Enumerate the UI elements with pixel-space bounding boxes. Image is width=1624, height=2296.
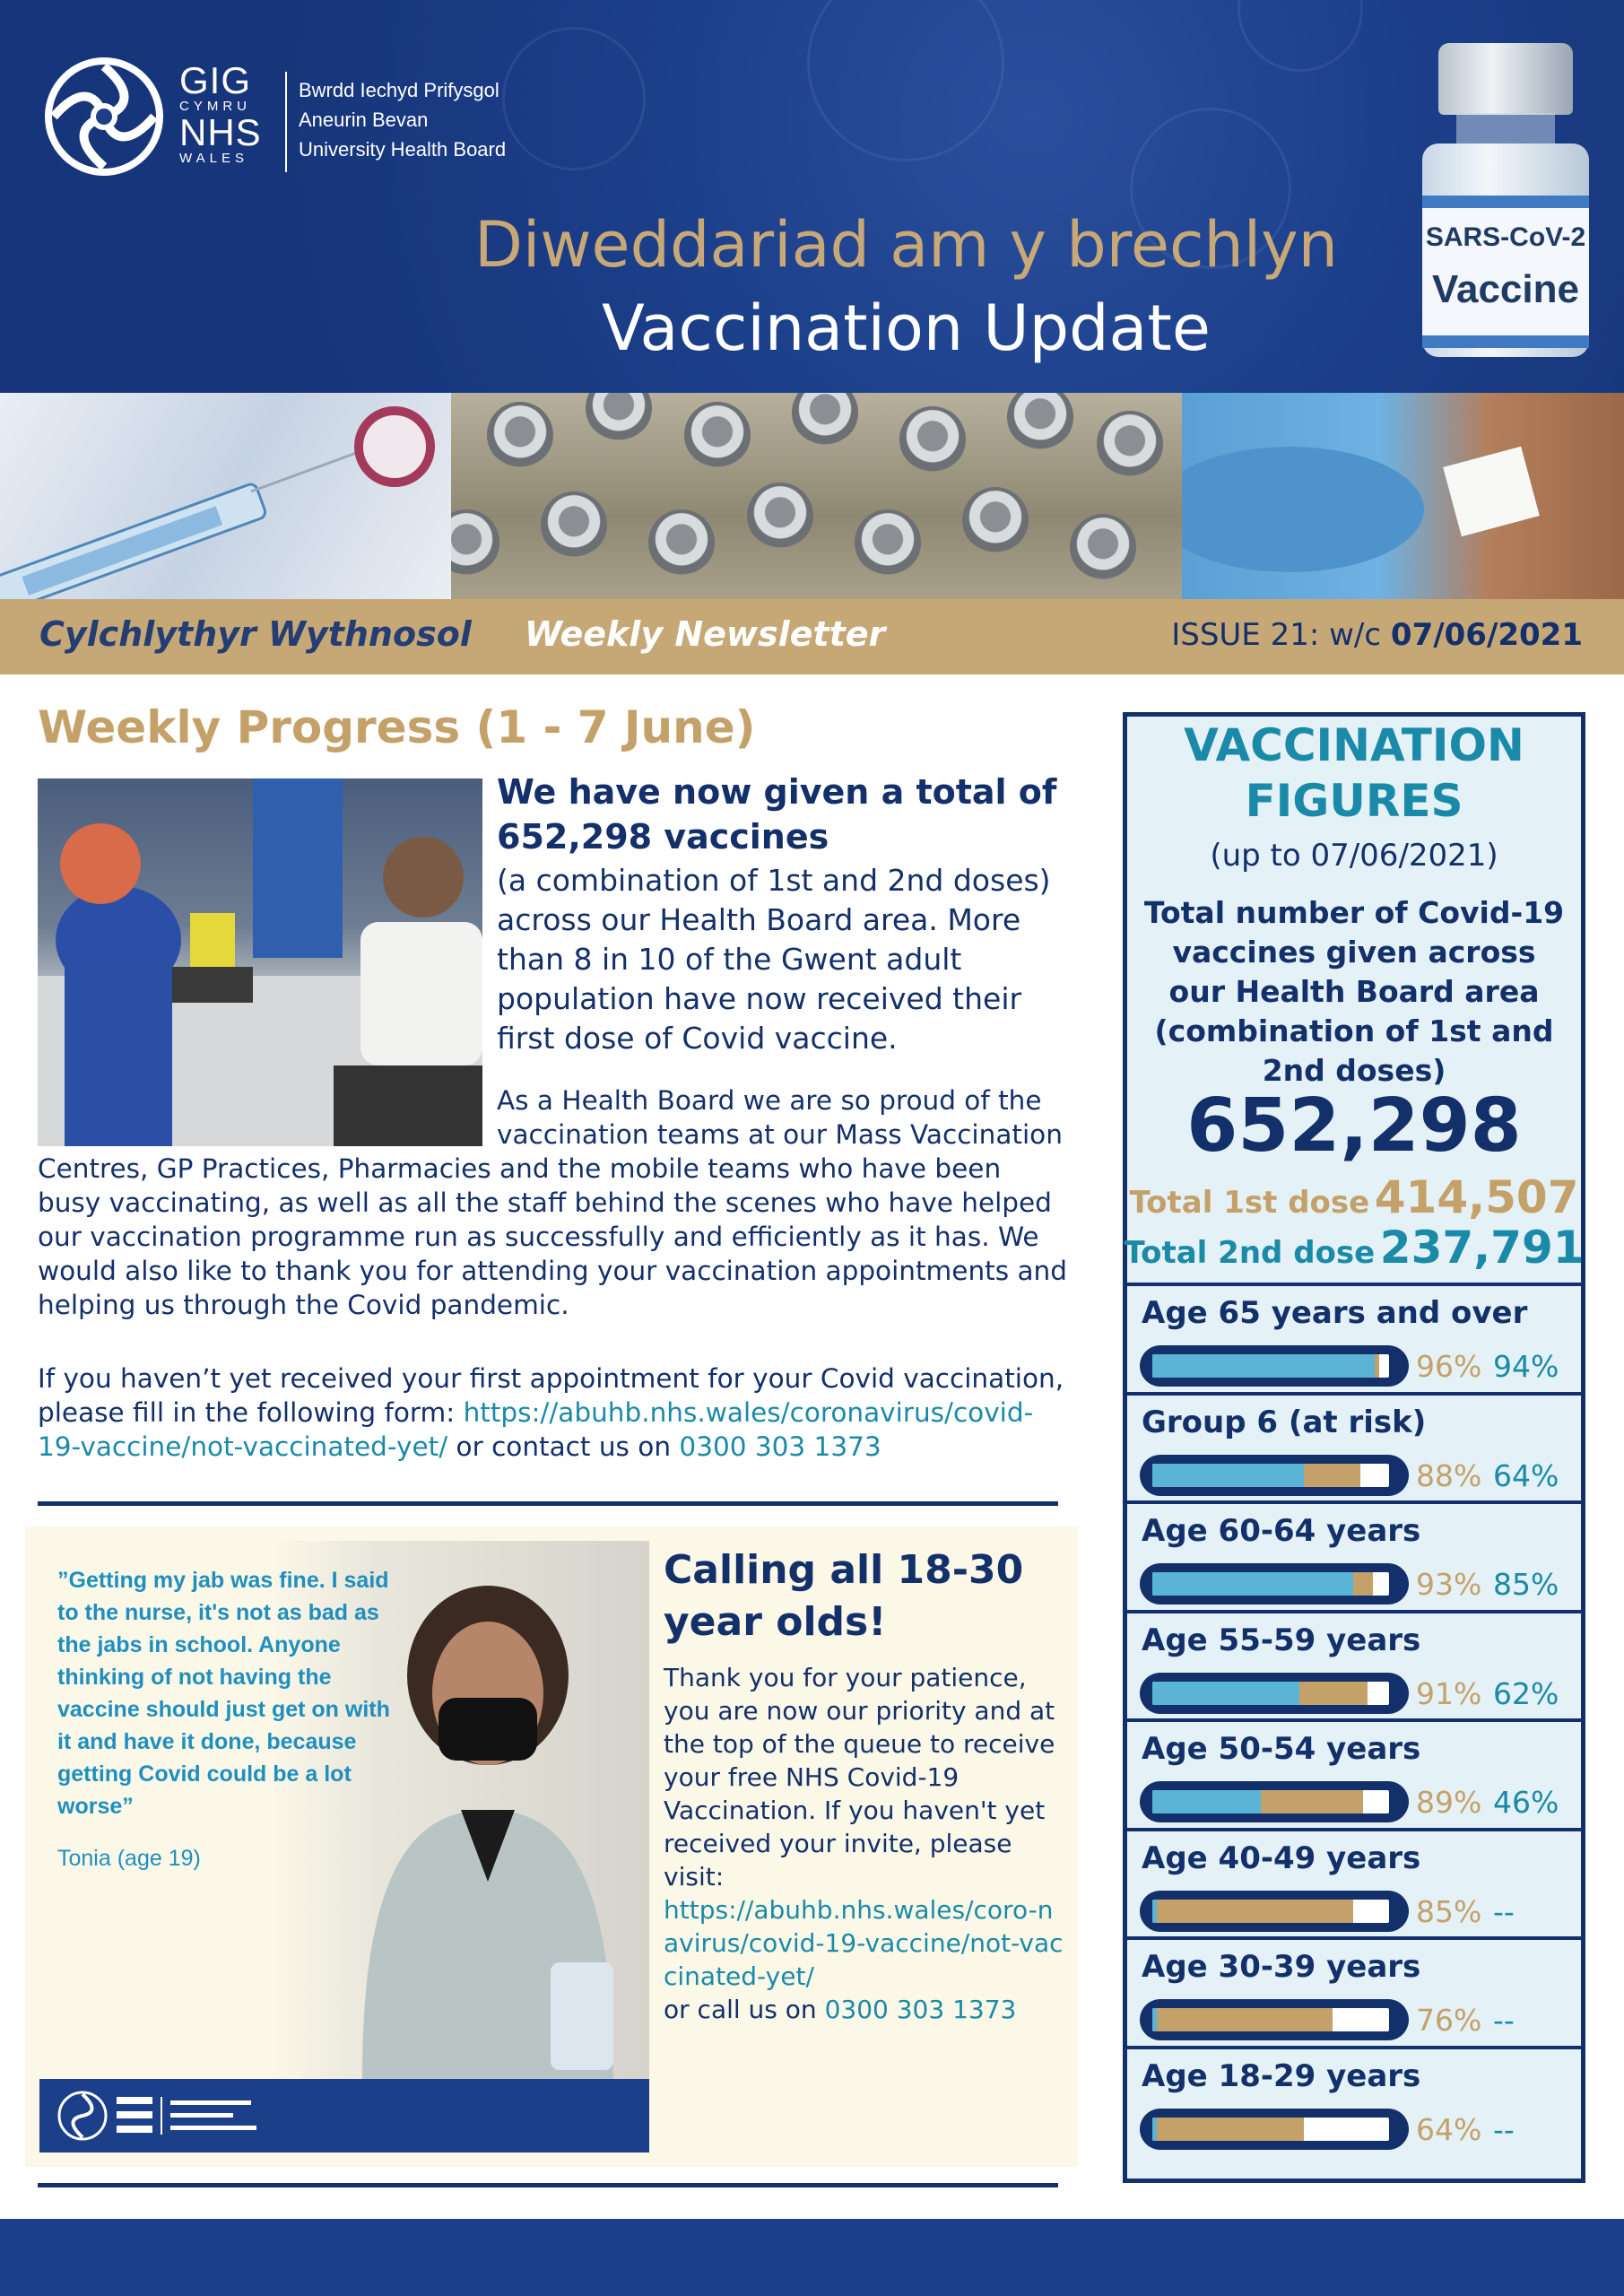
progress-track	[1152, 1900, 1389, 1923]
board-line: University Health Board	[299, 138, 507, 161]
appointment-or-text: or contact us on	[447, 1431, 680, 1462]
age-group-label: Age 30-39 years	[1142, 1949, 1421, 1985]
calling-link[interactable]: https://abuhb.nhs.wales/coro-navirus/covid-19-vaccine/not-vaccinated-yet/	[664, 1895, 1064, 1991]
decor-swirl	[502, 27, 646, 170]
lead-body: (a combination of 1st and 2nd doses) across our Health Board area. More than 8 in 10 of the Gwent adult population have now received their first dose of Covid vaccine.	[497, 863, 1051, 1056]
panel-total-vaccines: 652,298	[1186, 1083, 1522, 1169]
first-dose-percent: 89%	[1416, 1785, 1482, 1820]
thanks-paragraph-start: As a Health Board we are so proud of the vaccination teams at our Mass Vaccination	[497, 1085, 1063, 1150]
first-dose-fill	[1152, 2118, 1304, 2141]
second-dose-percent: 94%	[1493, 1349, 1559, 1384]
first-dose-value: 414,507	[1374, 1171, 1579, 1223]
age-group-row	[1127, 1718, 1581, 1828]
age-group-progress-bar	[1140, 1455, 1409, 1496]
board-line: Aneurin Bevan	[299, 109, 429, 131]
arm-plaster-photo	[1182, 393, 1624, 599]
panel-description: Total number of Covid-19 vaccines given across our Health Board area (combination of 1st and 2nd doses)	[1143, 895, 1565, 1088]
first-dose-percent: 64%	[1416, 2111, 1482, 2147]
second-dose-fill	[1152, 1354, 1375, 1378]
calling-phone-link[interactable]: 0300 303 1373	[824, 1995, 1017, 2024]
second-dose-percent: --	[1493, 2111, 1515, 2147]
progress-track	[1152, 1682, 1389, 1705]
age-group-row	[1127, 1283, 1581, 1392]
title-english: Vaccination Update	[602, 291, 1211, 365]
newsletter-label-english: Weekly Newsletter	[525, 614, 886, 654]
logo-wales-text: WALES	[179, 151, 248, 166]
age-group-label: Age 55-59 years	[1142, 1622, 1421, 1658]
age-group-row	[1127, 1500, 1581, 1610]
nhs-wales-mini-logo-icon	[39, 2079, 649, 2152]
first-dose-percent: 91%	[1416, 1675, 1482, 1711]
appointment-paragraph	[38, 1361, 1069, 1464]
progress-track	[1152, 2118, 1389, 2141]
first-dose-fill	[1152, 2008, 1333, 2031]
second-dose-fill	[1152, 2118, 1157, 2141]
first-dose-label: Total 1st dose	[1129, 1185, 1370, 1221]
second-dose-percent: 46%	[1493, 1785, 1559, 1820]
decor-swirl	[1238, 0, 1363, 72]
issue-date: 07/06/2021	[1390, 617, 1583, 653]
progress-track	[1152, 1464, 1389, 1487]
thanks-paragraph	[38, 1083, 1069, 1322]
first-dose-percent: 88%	[1416, 1457, 1482, 1493]
age-group-row	[1127, 1610, 1581, 1719]
second-dose-value: 237,791	[1379, 1222, 1585, 1274]
progress-track	[1152, 1790, 1389, 1813]
weekly-progress-title: Weekly Progress (1 - 7 June)	[38, 701, 756, 753]
second-dose-total	[1123, 1222, 1585, 1274]
header-banner	[0, 0, 1624, 393]
age-group-progress-bar	[1140, 2109, 1409, 2150]
contact-phone-link[interactable]: 0300 303 1373	[679, 1431, 881, 1462]
panel-title-line: FIGURES	[1245, 775, 1463, 827]
first-dose-fill	[1152, 1900, 1353, 1923]
panel-date: (up to 07/06/2021)	[1210, 838, 1498, 874]
age-group-label: Age 18-29 years	[1142, 2057, 1421, 2094]
lead-headline: We have now given a total of 652,298 vaccines	[497, 772, 1057, 857]
thanks-paragraph-rest: Centres, GP Practices, Pharmacies and the mobile teams who have been busy vaccinating, as well as all the staff behind the scenes who have helped our vaccination programme run as successfully and efficiently as it has. We would also like to thank you for attending your vaccination appointments and helping us through the Covid pandemic.	[38, 1153, 1067, 1320]
not-vaccinated-link[interactable]: https://abuhb.nhs.wales/coronavirus/covid-19-vaccine/not-vaccinated-yet/	[38, 1397, 1034, 1462]
age-group-label: Age 40-49 years	[1142, 1839, 1421, 1876]
vial-label-line1: SARS-CoV-2	[1425, 222, 1586, 252]
logo-nhs-text: NHS	[179, 111, 262, 153]
tonia-quote: ”Getting my jab was fine. I said to the nurse, it's not as bad as the jabs in school. Anyone thinking of not having the vaccine should just get on with it and have it done, because getting Covid could be a lot worse”	[57, 1568, 390, 1819]
decor-swirl	[807, 0, 1004, 161]
age-group-progress-bar	[1140, 1673, 1409, 1714]
age-group-progress-bar	[1140, 1345, 1409, 1387]
logo-cymru-text: CYMRU	[179, 99, 251, 114]
first-dose-percent: 93%	[1416, 1567, 1482, 1602]
calling-body	[664, 1661, 1067, 2026]
nhs-wales-knot-logo-icon	[41, 54, 167, 179]
bottom-band	[0, 2219, 1624, 2296]
issue-info	[1171, 617, 1583, 653]
second-dose-fill	[1152, 1464, 1304, 1487]
health-board-name	[299, 75, 506, 164]
newsletter-label-welsh: Cylchlythyr Wythnosol	[39, 614, 472, 654]
calling-call-text: or call us on	[664, 1995, 825, 2024]
progress-track	[1152, 1354, 1389, 1378]
board-line: Bwrdd Iechyd Prifysgol	[299, 79, 499, 101]
first-dose-total	[1123, 1171, 1585, 1223]
age-group-row	[1127, 2046, 1581, 2155]
newsletter-bar	[0, 599, 1624, 674]
first-dose-percent: 96%	[1416, 1349, 1482, 1384]
age-group-label: Age 60-64 years	[1142, 1513, 1421, 1549]
second-dose-fill	[1152, 2008, 1157, 2031]
progress-track	[1152, 1572, 1389, 1596]
photo-footer-banner	[39, 2079, 649, 2152]
age-group-row	[1127, 1828, 1581, 1937]
second-dose-fill	[1152, 1682, 1299, 1705]
second-dose-fill	[1152, 1572, 1353, 1596]
second-dose-percent: --	[1493, 1893, 1515, 1929]
second-dose-percent: 64%	[1493, 1457, 1559, 1493]
panel-title-line: VACCINATION	[1184, 719, 1524, 771]
logo-gig-text: GIG	[179, 59, 252, 101]
second-dose-label: Total 2nd dose	[1124, 1235, 1376, 1271]
issue-prefix: ISSUE 21: w/c	[1171, 617, 1382, 653]
age-group-progress-bar	[1140, 1999, 1409, 2040]
second-dose-percent: 85%	[1493, 1567, 1559, 1602]
second-dose-percent: --	[1493, 2003, 1515, 2038]
age-group-progress-bar	[1140, 1891, 1409, 1932]
age-group-label: Age 50-54 years	[1142, 1731, 1421, 1767]
section-divider	[38, 1501, 1058, 1506]
vaccine-vial-image	[1422, 43, 1589, 357]
age-group-label: Age 65 years and over	[1142, 1295, 1528, 1331]
second-dose-fill	[1152, 1790, 1261, 1813]
logo-divider	[285, 72, 287, 172]
first-dose-percent: 76%	[1416, 2003, 1482, 2038]
age-group-row	[1127, 1936, 1581, 2046]
second-dose-percent: 62%	[1493, 1675, 1559, 1711]
calling-title: Calling all 18-30 year olds!	[664, 1547, 1024, 1645]
first-dose-percent: 85%	[1416, 1893, 1482, 1929]
vaccine-bottles-photo	[451, 393, 1182, 599]
title-welsh: Diweddariad am y brechlyn	[473, 208, 1339, 282]
syringe-photo	[0, 393, 451, 599]
age-group-progress-bar	[1140, 1781, 1409, 1822]
photo-strip	[0, 393, 1624, 599]
age-group-row	[1127, 1392, 1581, 1501]
tonia-quote-attribution: Tonia (age 19)	[57, 1846, 201, 1871]
calling-call-line	[664, 1993, 1067, 2026]
appointment-text: If you haven’t yet received your first appointment for your Covid vaccination, please fill in the following form:	[38, 1363, 1064, 1428]
panel-title	[1123, 718, 1585, 829]
age-group-progress-bar	[1140, 1563, 1409, 1605]
second-dose-fill	[1152, 1900, 1157, 1923]
calling-body-text: Thank you for your patience, you are now our priority and at the top of the queue to receive your free NHS Covid-19 Vaccination. If you haven't yet received your invite, please visit:	[664, 1663, 1055, 1892]
nhs-wales-wordmark	[179, 59, 262, 167]
progress-track	[1152, 2008, 1389, 2031]
vial-label-line2: Vaccine	[1432, 267, 1579, 311]
section-divider	[38, 2183, 1058, 2187]
lead-block	[497, 770, 1062, 1058]
age-group-label: Group 6 (at risk)	[1142, 1404, 1427, 1440]
